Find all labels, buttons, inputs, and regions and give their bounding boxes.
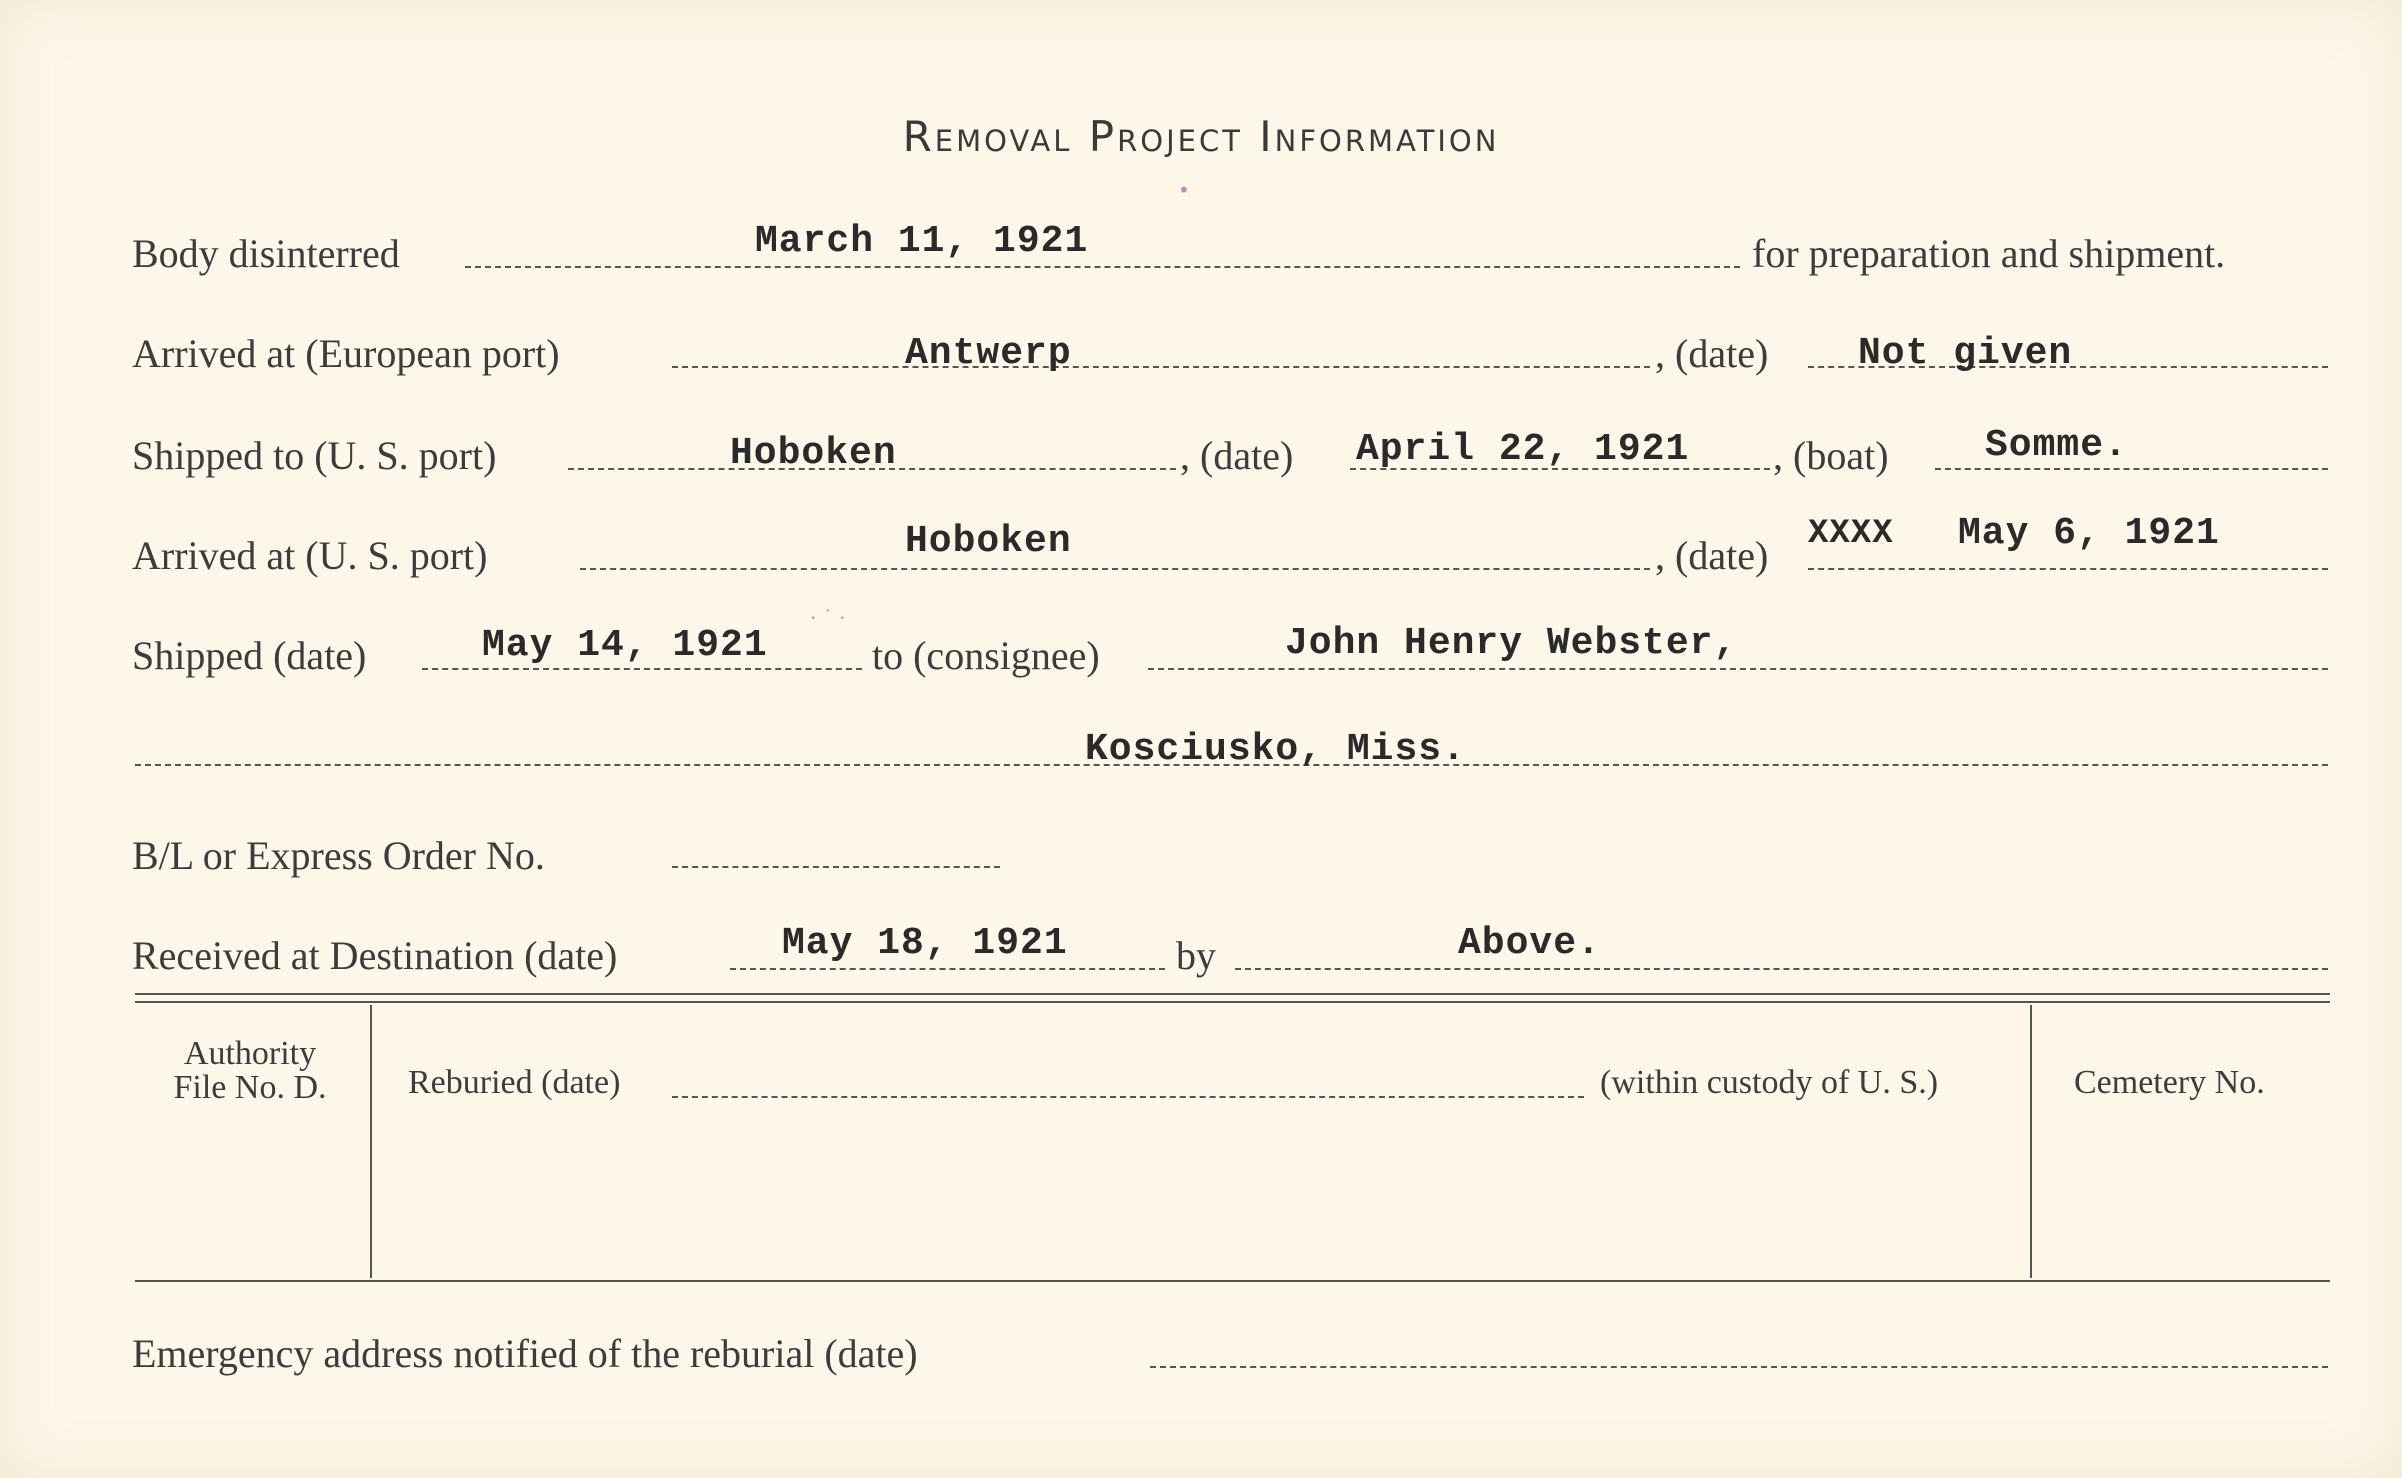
disinterred-line <box>465 266 1740 268</box>
shipped-us-date-label: , (date) <box>1180 433 1294 478</box>
arrived-us-date-line <box>1808 568 2328 570</box>
arrived-european-date-value: Not given <box>1858 332 2073 375</box>
received-by-label: by <box>1176 933 1216 978</box>
received-value: May 18, 1921 <box>782 922 1068 965</box>
shipped-date-value: May 14, 1921 <box>482 624 768 667</box>
shipped-us-value: Hoboken <box>730 432 897 475</box>
shipped-us-label: Shipped to (U. S. port) <box>132 433 497 478</box>
received-by-line <box>1235 968 2328 970</box>
arrived-european-value: Antwerp <box>905 332 1072 375</box>
received-line <box>730 968 1165 970</box>
stamp-mark-dot: • <box>1178 178 1190 202</box>
disinterred-label: Body disinterred <box>132 231 400 276</box>
bl-line <box>672 866 1000 868</box>
arrived-us-date-label: , (date) <box>1655 533 1769 578</box>
emergency-line <box>1150 1366 2328 1368</box>
arrived-us-line <box>580 568 1650 570</box>
authority-label-line2: File No. D. <box>173 1069 327 1106</box>
table-divider-left <box>370 1005 372 1278</box>
shipped-date-label: Shipped (date) <box>132 633 367 678</box>
disinterred-suffix: for preparation and shipment. <box>1752 231 2226 276</box>
consignee-label: to (consignee) <box>872 633 1100 678</box>
reburied-line <box>672 1096 1584 1098</box>
table-bottom-rule <box>135 1280 2330 1282</box>
arrived-us-value: Hoboken <box>905 520 1072 563</box>
consignee-line <box>1148 668 2328 670</box>
arrived-us-date-value: May 6, 1921 <box>1958 512 2220 555</box>
reburied-label: Reburied (date) <box>408 1064 621 1101</box>
arrived-european-date-label: , (date) <box>1655 331 1769 376</box>
shipped-us-date-value: April 22, 1921 <box>1356 428 1690 471</box>
card-title: Removal Project Information <box>902 112 1500 161</box>
disinterred-value: March 11, 1921 <box>755 220 1089 263</box>
table-divider-right <box>2030 1005 2032 1278</box>
custody-label: (within custody of U. S.) <box>1600 1064 1939 1101</box>
table-top-rule-1 <box>135 993 2330 995</box>
stamp-mark-smudge: · ˙ · <box>810 606 846 630</box>
arrived-european-line <box>672 366 1650 368</box>
shipped-us-boat-value: Somme. <box>1985 424 2128 467</box>
shipped-us-boat-label: , (boat) <box>1773 433 1889 478</box>
emergency-label: Emergency address notified of the reburial (date) <box>132 1331 918 1376</box>
consignee-value: John Henry Webster, <box>1285 622 1738 665</box>
shipped-date-line <box>422 668 862 670</box>
bl-label: B/L or Express Order No. <box>132 833 545 878</box>
cemetery-no-label: Cemetery No. <box>2074 1064 2265 1101</box>
shipped-us-boat-line <box>1935 468 2328 470</box>
arrived-us-struck-text: XXXX <box>1808 515 1894 553</box>
table-top-rule-2 <box>135 1001 2330 1003</box>
received-label: Received at Destination (date) <box>132 933 618 978</box>
consignee-address-value: Kosciusko, Miss. <box>1085 728 1466 771</box>
arrived-us-label: Arrived at (U. S. port) <box>132 533 488 578</box>
arrived-european-label: Arrived at (European port) <box>132 331 560 376</box>
authority-label-line1: Authority <box>183 1035 317 1072</box>
received-by-value: Above. <box>1458 922 1601 965</box>
